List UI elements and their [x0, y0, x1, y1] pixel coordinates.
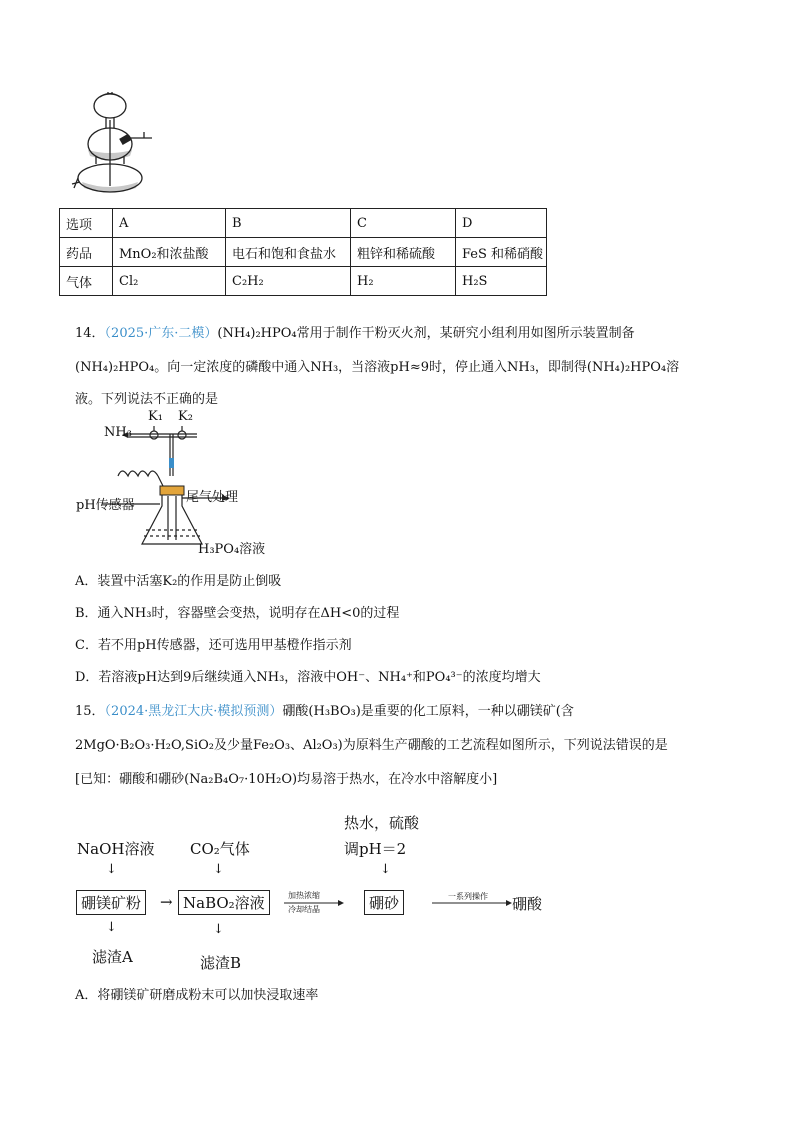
options-table: [59, 208, 547, 296]
table-cell: H₂S: [456, 267, 547, 296]
arrow-down-icon: ↓: [106, 920, 117, 935]
q14-line3: 液。下列说法不正确的是: [75, 392, 219, 407]
q15-text1: 硼酸(H₃BO₃)是重要的化工原料，一种以硼镁矿(含: [282, 704, 574, 719]
flow-product: 硼酸: [512, 895, 543, 913]
flow-box-nabo2: NaBO₂溶液: [178, 890, 270, 915]
table-row: [60, 267, 547, 296]
k2-label: K₂: [178, 409, 193, 424]
table-cell: B: [226, 209, 351, 238]
arrow-down-icon: ↓: [106, 862, 117, 877]
kipp-generator-figure: [68, 92, 158, 198]
q15-line1: [75, 700, 574, 719]
ph-sensor-label: pH传感器: [76, 498, 135, 513]
table-cell: D: [456, 209, 547, 238]
table-cell: H₂: [351, 267, 456, 296]
nh3-label: NH₃: [104, 425, 132, 440]
q14-option-c: C．若不用pH传感器，还可选用甲基橙作指示剂: [75, 638, 352, 653]
flow-residue-a: 滤渣A: [92, 948, 133, 966]
flow-residue-b: 滤渣B: [200, 954, 242, 972]
q14-option-a: A．装置中活塞K₂的作用是防止倒吸: [75, 574, 282, 589]
arrow-down-icon: ↓: [213, 922, 224, 937]
k1-label: K₁: [148, 409, 163, 424]
q15-line2: 2MgO·B₂O₃·H₂O,SiO₂及少量Fe₂O₃、Al₂O₃)为原料生产硼酸的工艺流程如图所示，下列说法错误的是: [75, 738, 668, 753]
flow-reagent1: NaOH溶液: [77, 840, 155, 858]
arrow-down-icon: ↓: [380, 862, 391, 877]
q15-number: 15．: [75, 704, 105, 719]
q14-option-b: B．通入NH₃时，容器壁会变热，说明存在ΔH<0的过程: [75, 606, 400, 621]
table-cell: C₂H₂: [226, 267, 351, 296]
flow-reagent2: CO₂气体: [190, 840, 250, 858]
table-cell: 药品: [60, 238, 113, 267]
flow-op2: 一系列操作: [448, 892, 488, 901]
q14-number: 14．: [75, 326, 105, 341]
flow-op1b: 冷却结晶: [288, 905, 320, 914]
table-cell: 气体: [60, 267, 113, 296]
flow-op1a: 加热浓缩: [288, 891, 320, 900]
flow-box-borax: 硼砂: [364, 890, 404, 915]
q14-line1: [75, 322, 635, 341]
q14-text1: (NH₄)₂HPO₄常用于制作干粉灭火剂，某研究小组利用如图所示装置制备: [217, 326, 635, 341]
arrow-right-icon: →: [160, 893, 173, 911]
arrow-down-icon: ↓: [213, 862, 224, 877]
flow-reagent3b: 调pH＝2: [344, 840, 407, 858]
arrow-right-icon: [432, 899, 512, 907]
q15-line3: [已知：硼酸和硼砂(Na₂B₄O₇·10H₂O)均易溶于热水，在冷水中溶解度小]: [75, 772, 498, 787]
flow-box-ore: 硼镁矿粉: [76, 890, 146, 915]
table-cell: 粗锌和稀硫酸: [351, 238, 456, 267]
table-cell: MnO₂和浓盐酸: [113, 238, 226, 267]
table-cell: A: [113, 209, 226, 238]
table-cell: FeS 和稀硝酸: [456, 238, 547, 267]
table-cell: Cl₂: [113, 267, 226, 296]
table-row: [60, 209, 547, 238]
tail-gas-label: 尾气处理: [186, 490, 239, 505]
table-row: [60, 238, 547, 267]
q14-option-d: D．若溶液pH达到9后继续通入NH₃，溶液中OH⁻、NH₄⁺和PO₄³⁻的浓度均增大: [75, 670, 541, 685]
q14-line2: (NH₄)₂HPO₄。向一定浓度的磷酸中通入NH₃，当溶液pH≈9时，停止通入NH₃，即制得(NH₄)₂HPO₄溶: [75, 360, 680, 375]
arrow-right-icon: [284, 899, 344, 907]
table-cell: C: [351, 209, 456, 238]
flow-reagent3a: 热水，硫酸: [344, 814, 420, 832]
solution-label: H₃PO₄溶液: [198, 542, 266, 557]
table-cell: 电石和饱和食盐水: [226, 238, 351, 267]
q15-option-a: A．将硼镁矿研磨成粉末可以加快浸取速率: [75, 988, 319, 1003]
table-cell: 选项: [60, 209, 113, 238]
q14-source: （2025·广东·二模）: [104, 326, 218, 341]
q15-source: （2024·黑龙江大庆·模拟预测）: [104, 704, 283, 719]
